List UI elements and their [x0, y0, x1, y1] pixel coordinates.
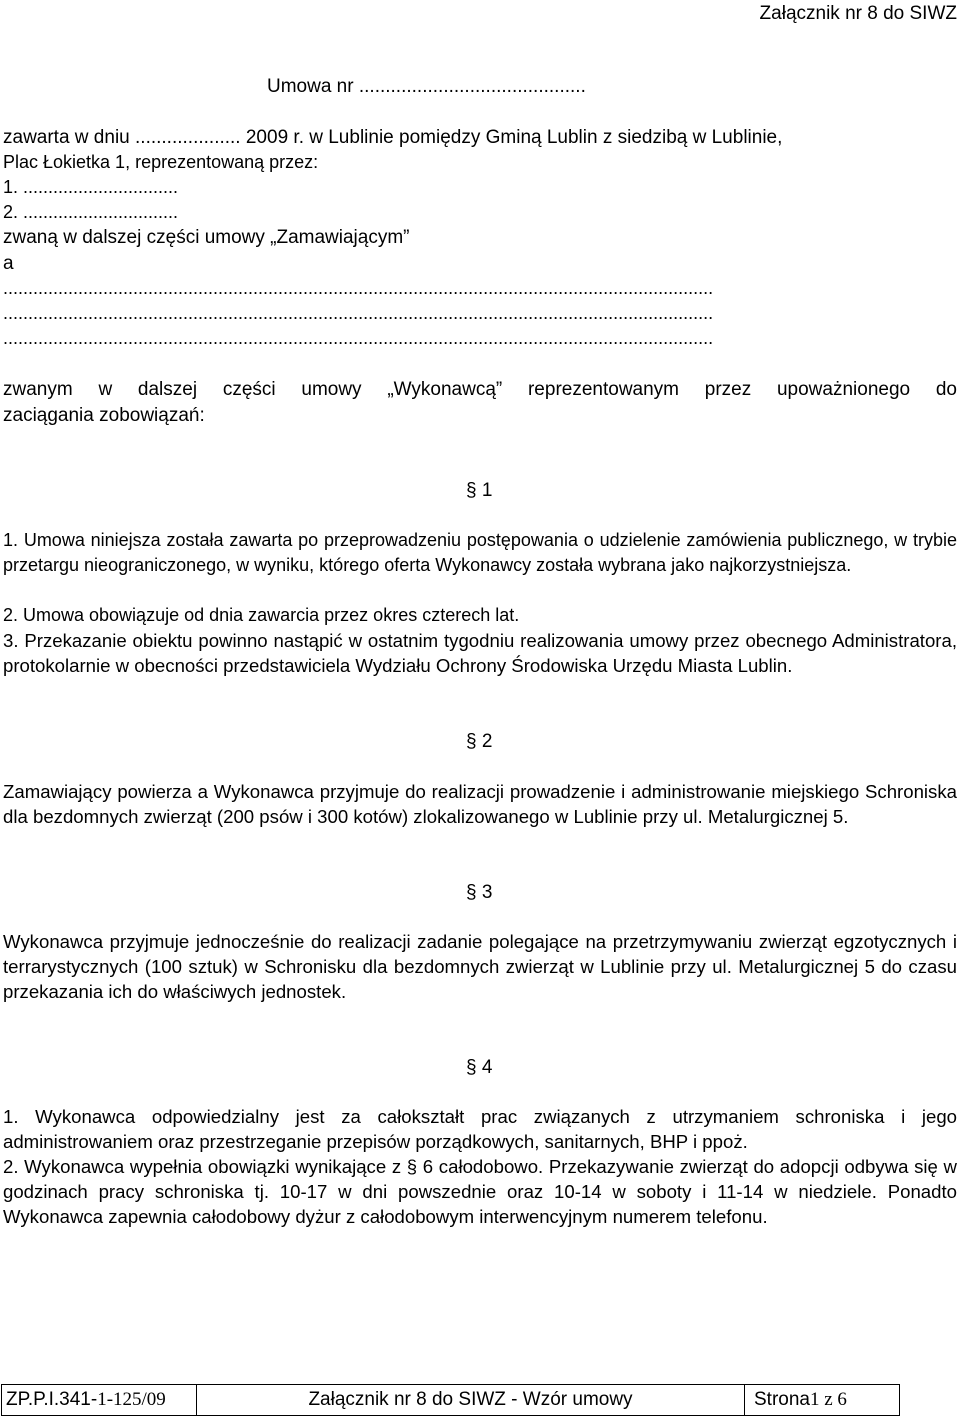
- section-3-paragraph-1: Wykonawca przyjmuje jednocześnie do realizacji zadanie polegające na przetrzymywaniu zwierząt egzotycznych i terrarystycznych (100 sztuk) w Schronisku dla bezdomnych zwierząt w Lublinie przy ul. Metalurgicznej 5 do czasu przekazania ich do właściwych jednostek.: [3, 931, 957, 1002]
- footer-reference-number: 1-125/09: [97, 1389, 166, 1410]
- footer-reference: [2, 1385, 197, 1415]
- preamble-line-2: Plac Łokietka 1, reprezentowaną przez:: [3, 152, 319, 172]
- section-1-paragraph-2: 2. Umowa obowiązuje od dnia zawarcia przez okres czterech lat.: [3, 605, 520, 625]
- section-4-paragraph-1: 1. Wykonawca odpowiedzialny jest za całokształt prac związanych z utrzymaniem schroniska i jego administrowaniem oraz przestrzeganie przepisów porządkowych, sanitarnych, BHP i ppoż.: [3, 1106, 957, 1152]
- preamble-line-6: a: [3, 253, 14, 274]
- footer-page-count: 1 z 6: [809, 1389, 847, 1410]
- preamble-line-5: zwaną w dalszej części umowy „Zamawiającym”: [3, 227, 410, 248]
- footer-page-number: [745, 1385, 899, 1415]
- section-2-paragraph-1: Zamawiający powierza a Wykonawca przyjmuje do realizacji prowadzenie i administrowanie miejskiego Schroniska dla bezdomnych zwierząt (200 psów i 300 kotów) zlokalizowanego w Lublinie przy ul. Metalurgicznej 5.: [3, 781, 957, 827]
- preamble-line-3: 1. ...............................: [3, 177, 179, 197]
- contractor-dots-2: ..............................................................................................................................................: [3, 303, 714, 323]
- section-1-paragraph-1: 1. Umowa niniejsza została zawarta po przeprowadzeniu postępowania o udzielenie zamówienia publicznego, w trybie przetargu nieograniczonego, w wyniku, którego oferta Wykonawcy została wybrana jako najkorzystniejsza.: [3, 530, 957, 575]
- preamble-line-4: 2. ...............................: [3, 202, 179, 222]
- contractor-dots-3: ..............................................................................................................................................: [3, 328, 714, 348]
- section-1-heading: § 1: [466, 480, 493, 501]
- section-2-heading: § 2: [466, 731, 493, 752]
- footer-title-text: Załącznik nr 8 do SIWZ - Wzór umowy: [308, 1389, 633, 1410]
- section-4-paragraph-2: 2. Wykonawca wypełnia obowiązki wynikające z § 6 całodobowo. Przekazywanie zwierząt do adopcji odbywa się w godzinach pracy schroniska tj. 10-17 w dni powszednie oraz 10-14 w soboty i 11-14 w niedziele. Ponadto Wykonawca zapewnia całodobowy dyżur z całodobowym interwencyjnym numerem telefonu.: [3, 1156, 957, 1227]
- attachment-header: Załącznik nr 8 do SIWZ: [759, 3, 957, 24]
- section-3-heading: § 3: [466, 882, 493, 903]
- contractor-line-1: zwanym w dalszej części umowy „Wykonawcą” reprezentowanym przez upoważnionego do: [3, 379, 957, 400]
- contractor-line-2: zaciągania zobowiązań:: [3, 405, 205, 426]
- contract-title: Umowa nr ...........................................: [267, 76, 586, 97]
- section-4-heading: § 4: [466, 1057, 493, 1078]
- footer-title: [197, 1385, 745, 1415]
- page-footer: [1, 1384, 900, 1416]
- footer-reference-prefix: ZP.P.I.341-: [6, 1389, 98, 1410]
- footer-page-label: Strona: [754, 1389, 810, 1410]
- contractor-dots-1: ..............................................................................................................................................: [3, 278, 714, 298]
- section-1-paragraph-3: 3. Przekazanie obiektu powinno nastąpić w ostatnim tygodniu realizowania umowy przez obecnego Administratora, protokolarnie w obecności przedstawiciela Wydziału Ochrony Środowiska Urzędu Miasta Lublin.: [3, 630, 957, 676]
- preamble-line-1: zawarta w dniu .................... 2009 r. w Lublinie pomiędzy Gminą Lublin z siedzibą w Lublinie,: [3, 127, 783, 148]
